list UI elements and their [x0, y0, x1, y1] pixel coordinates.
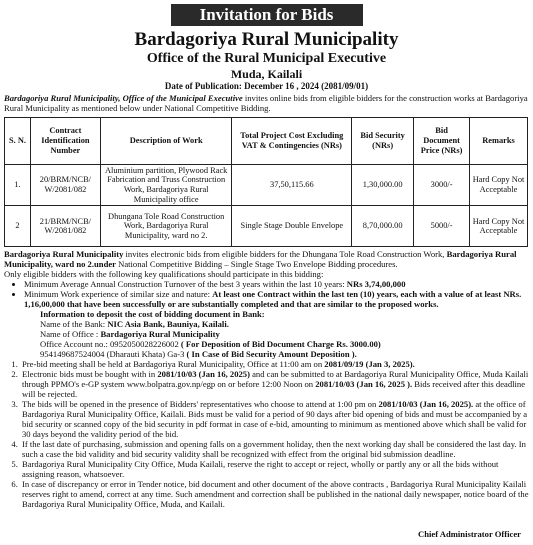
list-item: [20, 369, 529, 399]
table-cell: 5000/-: [414, 206, 470, 247]
table-cell: 20/BRM/NCB/ W/2081/082: [30, 164, 100, 205]
publication-date: Date of Publication: December 16 , 2024 (2081/09/01): [164, 81, 369, 91]
note-text: If the last date of purchasing, submission and opening falls on a government holiday, then the next working day shall be considered the last day. In such a case the bid validity and bid security validity shall be recognized with effect from the original bid submission deadline.: [22, 439, 526, 460]
location: Muda, Kailali: [230, 67, 303, 81]
account-note: ( In Case of Bid Security Amount Deposition ).: [186, 349, 357, 360]
bank-name-value: NIC Asia Bank, Bauniya, Kailali.: [107, 319, 229, 330]
note-bold: 2081/10/03 (Jan 16, 2025 ).: [315, 379, 413, 390]
table-cell: Aluminium partition, Plywood Rack Fabrication and Truss Construction Work, Bardagoriya Rural Municipality office: [100, 164, 232, 205]
para-bold: Bardagoriya Rural Municipality, ward no 2.under: [4, 249, 517, 270]
para-lead: Bardagoriya Rural Municipality: [4, 249, 124, 260]
office-name: Office of the Rural Municipal Executive: [146, 51, 387, 66]
account-note: ( For Deposition of Bid Document Charge Rs. 3000.00): [180, 339, 381, 350]
table-header: S. N.: [5, 117, 31, 164]
notes-list: [4, 359, 529, 509]
notice-banner: Invitation for Bids: [171, 4, 363, 26]
intro-paragraph: [4, 93, 529, 114]
intro-lead: Bardagoriya Rural Municipality, Office of the Municipal Executive: [4, 93, 243, 103]
qualification-intro: Only eligible bidders with the following key qualifications should participate in this bidding:: [4, 269, 324, 280]
table-header: Description of Work: [100, 117, 232, 164]
note-text: Pre-bid meeting shall be held at Bardagoriya Rural Municipality, Office at 11:00 am on: [22, 359, 325, 370]
signature: Chief Administrator Officer: [418, 529, 521, 539]
note-text: The bids will be opened in the presence of Bidders' representatives who choose to attend at 1:00 pm on: [22, 399, 379, 410]
list-item: [20, 479, 529, 509]
list-item: [20, 399, 529, 439]
list-item: [20, 359, 529, 369]
note-bold: 2081/09/19 (Jan 3, 2025).: [324, 359, 415, 370]
list-item: [24, 279, 529, 289]
note-text: Bids received after this deadline will be rejected.: [22, 379, 526, 400]
note-text: Bardagoriya Rural Municipality City Office, Muda Kailali, reserve the right to accept or reject, wholly or partly any or all the bids without assigning reason, whatsoever.: [22, 459, 499, 480]
qual-text: Minimum Average Annual Construction Turnover of the best 3 years within the last 10 years:: [24, 279, 347, 290]
table-header: Bid Document Price (NRs): [414, 117, 470, 164]
list-item: [24, 289, 529, 309]
office-label: Name of Office :: [40, 329, 101, 340]
bank-info: [4, 309, 529, 359]
org-name: Bardagoriya Rural Municipality: [134, 29, 399, 50]
qual-text: Minimum Work experience of similar size and nature:: [24, 289, 213, 300]
bank-name-label: Name of the Bank:: [40, 319, 108, 330]
bids-table: [4, 117, 528, 247]
table-header: Remarks: [470, 117, 528, 164]
office-value: Bardagoriya Rural Municipality: [100, 329, 220, 340]
qualification-list: [4, 279, 529, 309]
table-cell: 1.: [5, 164, 31, 205]
eligibility-paragraph: [4, 249, 529, 279]
table-cell: 3000/-: [414, 164, 470, 205]
table-row: [5, 164, 528, 205]
bank-heading: Information to deposit the cost of bidding document in Bank:: [40, 309, 265, 320]
note-text: and can be submitted to at Bardagoriya Rural Municipality Office, Muda Kailali through PPMO's e-GP system www.bolpatra.gov.np/egp on or before 12:00 Noon on: [22, 369, 529, 390]
table-cell: 8,70,000.00: [352, 206, 414, 247]
note-text: Electronic bids must be bought with in: [22, 369, 158, 380]
para-text: invites electronic bids from eligible bidders for the Dhungana Tole Road Construction Work,: [123, 249, 447, 260]
table-cell: Hard Copy Not Acceptable: [470, 164, 528, 205]
account-number: 954149687524004 (Dharauti Khata) Ga-3: [40, 349, 187, 360]
account-number: Office Account no.: 0952050028226002: [40, 339, 181, 350]
note-bold: 2081/10/03 (Jan 16, 2025).: [378, 399, 474, 410]
table-cell: Hard Copy Not Acceptable: [470, 206, 528, 247]
qual-value: At least one Contract within the last ten (10) years, each with a value of at least NRs. 1,16,00,000 that have been successfully or are substantially completed and that are similar to the proposed works.: [24, 289, 522, 310]
list-item: [20, 439, 529, 459]
table-cell: 37,50,115.66: [232, 164, 352, 205]
table-header-row: [5, 117, 528, 164]
note-text: at the office of Bardagoriya Rural Municipality Office, Kailali. Bids must be valid for a period of 90 days after bid opening of bids and must be accompanied by a bid security or scanned copy of the bid security in pdf format in case of e-bid, amounting to minimum as mentioned above which shall be valid for 30 days beyond the validity period of the bid.: [22, 399, 528, 440]
table-header: Bid Security (NRs): [352, 117, 414, 164]
table-cell: 2: [5, 206, 31, 247]
table-row: [5, 206, 528, 247]
qual-value: NRs 3,74,00,000: [346, 279, 406, 290]
table-cell: 21/BRM/NCB/ W/2081/082: [30, 206, 100, 247]
table-cell: Single Stage Double Envelope: [232, 206, 352, 247]
note-bold: 2081/10/03 (Jan 16, 2025): [157, 369, 250, 380]
list-item: [20, 459, 529, 479]
intro-rest: invites online bids from eligible bidders for the construction works at Bardagoriya Rural Municipality as mentioned below under National Competitive Bidding.: [4, 93, 528, 114]
table-cell: Dhungana Tole Road Construction Work, Bardagoriya Rural Municipality, ward no 2.: [100, 206, 232, 247]
para-text: National Competitive Bidding – Single Stage Two Envelope Bidding procedures.: [115, 259, 398, 270]
table-header: Total Project Cost Excluding VAT & Contingencies (NRs): [232, 117, 352, 164]
table-cell: 1,30,000.00: [352, 164, 414, 205]
table-header: Contract Identification Number: [30, 117, 100, 164]
note-text: In case of discrepancy or error in Tender notice, bid document and other document of the above contracts , Bardagoriya Rural Municipality Kailali reserves right to amend, correct at any time. Such amendment and correction shall be published in the national daily newspaper, notice board of the Bardagoriya Rural Municipality Office, Muda, and Kailali.: [22, 479, 529, 510]
